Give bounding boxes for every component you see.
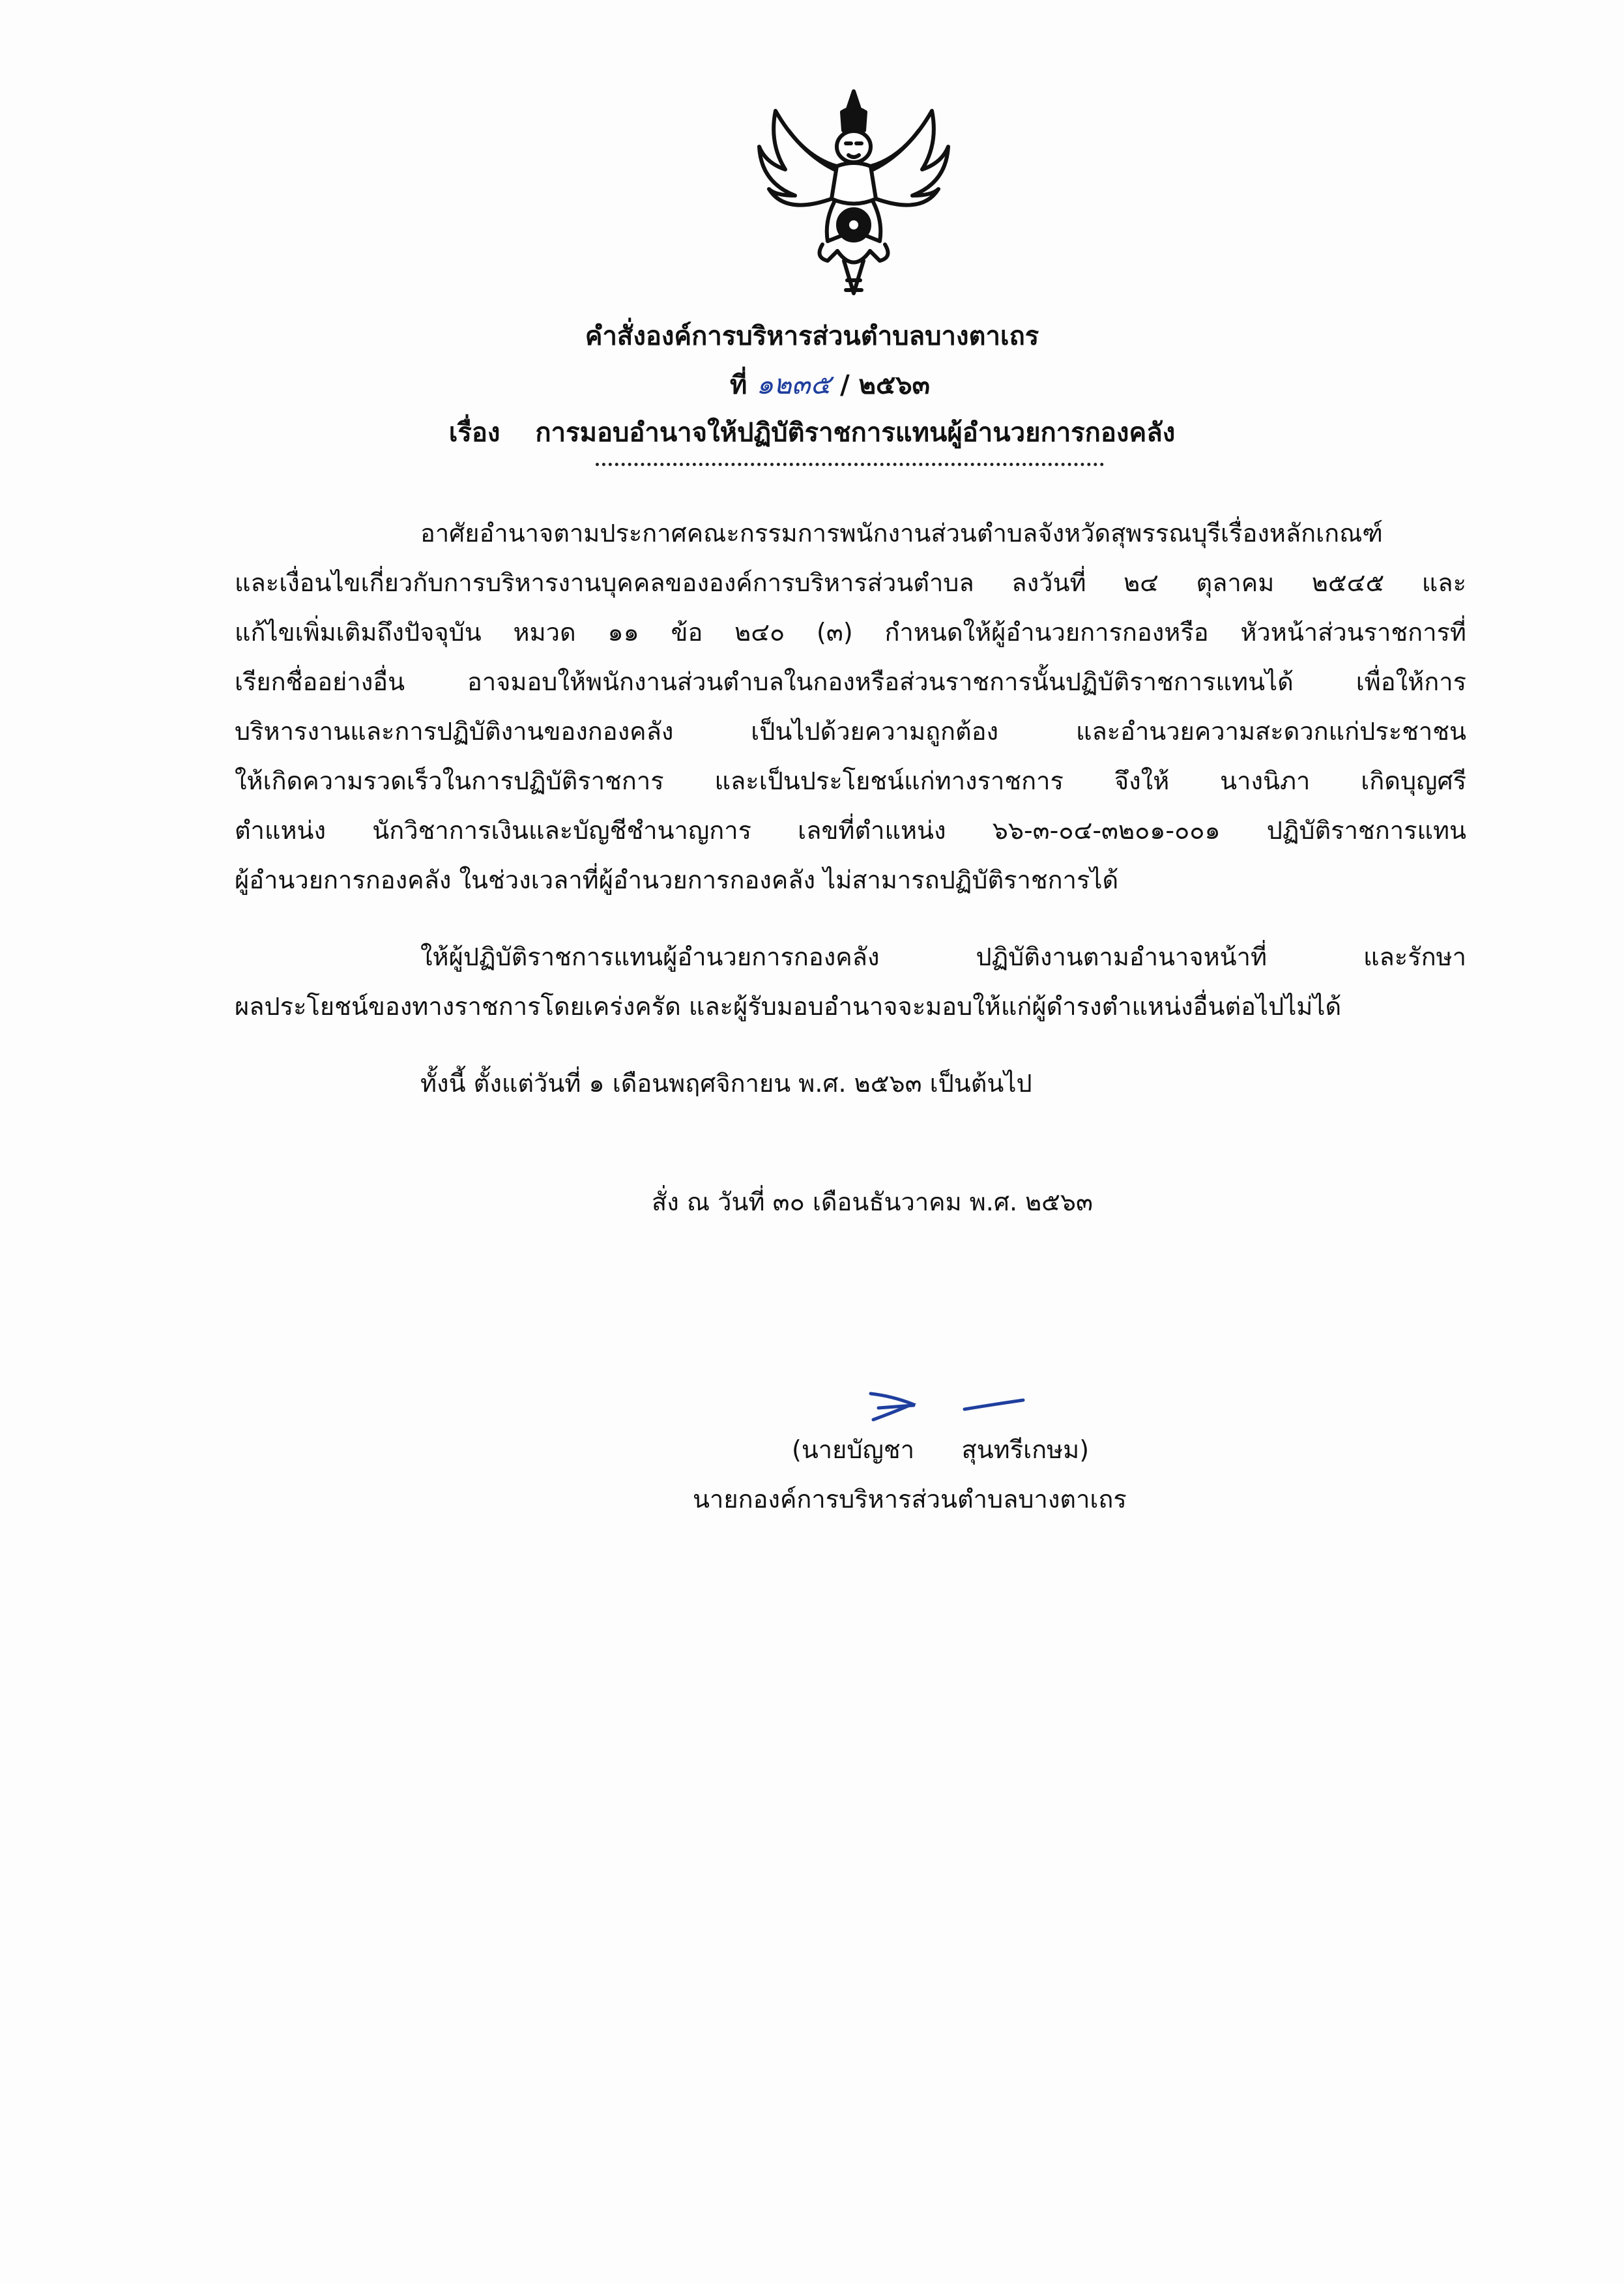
dotted-divider bbox=[596, 463, 1104, 466]
body-line: อาศัยอำนาจตามประกาศคณะกรรมการพนักงานส่วนตำบลจังหวัดสุพรรณบุรีเรื่องหลักเกณฑ์ bbox=[420, 519, 1383, 548]
body-line: ตำแหน่ง นักวิชาการเงินและบัญชีชำนาญการ เลขที่ตำแหน่ง ๖๖-๓-๐๔-๓๒๐๑-๐๐๑ ปฏิบัติราชการแทน bbox=[235, 816, 1466, 845]
order-number bbox=[730, 365, 930, 405]
garuda-emblem-icon bbox=[749, 85, 958, 306]
body-line: และเงื่อนไขเกี่ยวกับการบริหารงานบุคคลขององค์การบริหารส่วนตำบล ลงวันที่ ๒๔ ตุลาคม ๒๕๔๕ และ bbox=[235, 568, 1466, 597]
signer-name: (นายบัญชา สุนทรีเกษม) bbox=[792, 1435, 1090, 1464]
number-prefix: ที่ bbox=[730, 370, 747, 400]
subject-line bbox=[0, 413, 1624, 452]
body-line: บริหารงานและการปฏิบัติงานของกองคลัง เป็นไปด้วยความถูกต้อง และอำนวยความสะดวกแก่ประชาชน bbox=[235, 717, 1466, 746]
document-title: คำสั่งองค์การบริหารส่วนตำบลบางตาเถร bbox=[585, 321, 1039, 351]
order-date: สั่ง ณ วันที่ ๓๐ เดือนธันวาคม พ.ศ. ๒๕๖๓ bbox=[652, 1188, 1094, 1216]
body-line: ผลประโยชน์ของทางราชการโดยเคร่งครัด และผู้รับมอบอำนาจจะมอบให้แก่ผู้ดำรงตำแหน่งอื่นต่อไปไม่ได้ bbox=[235, 992, 1342, 1021]
number-year: / ๒๕๖๓ bbox=[840, 370, 931, 400]
body-line: ให้ผู้ปฏิบัติราชการแทนผู้อำนวยการกองคลัง ปฏิบัติงานตามอำนาจหน้าที่ และรักษา bbox=[420, 943, 1466, 971]
subject-text: การมอบอำนาจให้ปฏิบัติราชการแทนผู้อำนวยการกองคลัง bbox=[535, 418, 1176, 448]
body-line: ให้เกิดความรวดเร็วในการปฏิบัติราชการ และเป็นประโยชน์แก่ทางราชการ จึงให้ นางนิภา เกิดบุญศรี bbox=[235, 767, 1466, 795]
signature-mark-icon bbox=[867, 1382, 1036, 1428]
body-line: ผู้อำนวยการกองคลัง ในช่วงเวลาที่ผู้อำนวยการกองคลัง ไม่สามารถปฏิบัติราชการได้ bbox=[235, 866, 1119, 894]
effective-date: ทั้งนี้ ตั้งแต่วันที่ ๑ เดือนพฤศจิกายน พ.ศ. ๒๕๖๓ เป็นต้นไป bbox=[420, 1069, 1032, 1098]
handwritten-number: ๑๒๓๕ bbox=[756, 368, 832, 400]
body-line: เรียกชื่ออย่างอื่น อาจมอบให้พนักงานส่วนตำบลในกองหรือส่วนราชการนั้นปฏิบัติราชการแทนได้ เพื่อให้การ bbox=[235, 667, 1466, 696]
body-line: แก้ไขเพิ่มเติมถึงปัจจุบัน หมวด ๑๑ ข้อ ๒๔๐ (๓) กำหนดให้ผู้อำนวยการกองหรือ หัวหน้าส่วนราชการที่ bbox=[235, 618, 1466, 647]
signer-position: นายกองค์การบริหารส่วนตำบลบางตาเถร bbox=[693, 1485, 1127, 1514]
subject-label: เรื่อง bbox=[448, 418, 500, 448]
